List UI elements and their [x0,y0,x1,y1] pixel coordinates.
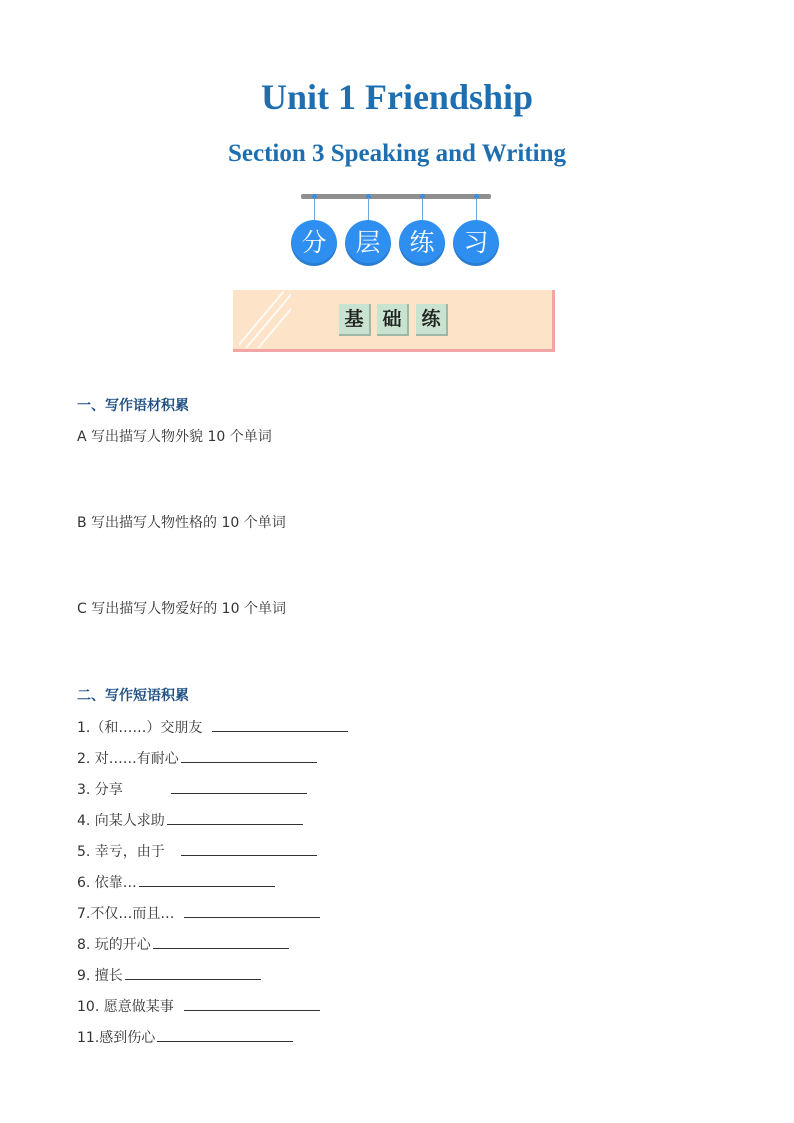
phrase-row [77,996,320,1016]
badge-char: 习 [453,220,499,266]
question-c: C 写出描写人物爱好的 10 个单词 [77,601,286,617]
badge-string [368,198,369,222]
section-heading-2: 二、写作短语积累 [77,688,189,704]
answer-blank[interactable] [167,810,303,825]
answer-blank[interactable] [125,965,261,980]
phrase-row [77,872,275,892]
answer-blank[interactable] [157,1027,293,1042]
phrase-prompt: 5. 幸亏，由于 [77,844,165,860]
banner-char: 练 [416,304,448,336]
phrase-row [77,965,261,985]
section-heading-1: 一、写作语材积累 [77,398,189,414]
answer-blank[interactable] [181,841,317,856]
page-subtitle: Section 3 Speaking and Writing [227,140,567,167]
phrase-prompt: 11.感到伤心 [77,1030,156,1046]
phrase-row [77,1027,293,1047]
phrase-row [77,748,317,768]
answer-blank[interactable] [184,903,320,918]
question-b: B 写出描写人物性格的 10 个单词 [77,515,286,531]
badge-char: 分 [291,220,337,266]
phrase-prompt: 6. 依靠… [77,875,137,891]
phrase-row [77,810,303,830]
answer-blank[interactable] [181,748,317,763]
answer-blank[interactable] [171,779,307,794]
phrase-prompt: 8. 玩的开心 [77,937,151,953]
badge-rail [301,194,491,199]
banner-char: 基 [339,304,371,336]
badge-string [476,198,477,222]
answer-blank[interactable] [139,872,275,887]
phrase-row [77,779,307,799]
phrase-prompt: 9. 擅长 [77,968,123,984]
answer-blank[interactable] [184,996,320,1011]
phrase-prompt: 1.（和……）交朋友 [77,720,203,736]
banner-glare [239,290,291,348]
badge-char: 练 [399,220,445,266]
answer-blank[interactable] [153,934,289,949]
page-title: Unit 1 Friendship [260,77,534,117]
phrase-row [77,934,289,954]
phrase-prompt: 2. 对……有耐心 [77,751,179,767]
answer-blank[interactable] [212,717,348,732]
phrase-prompt: 7.不仅…而且… [77,906,175,922]
phrase-prompt: 4. 向某人求助 [77,813,165,829]
banner-char: 础 [377,304,409,336]
phrase-row [77,903,320,923]
phrase-prompt: 3. 分享 [77,782,123,798]
badge-string [422,198,423,222]
phrase-row [77,717,348,737]
phrase-row [77,841,317,861]
question-a: A 写出描写人物外貌 10 个单词 [77,429,272,445]
phrase-prompt: 10. 愿意做某事 [77,999,174,1015]
badge-string [314,198,315,222]
badge-char: 层 [345,220,391,266]
